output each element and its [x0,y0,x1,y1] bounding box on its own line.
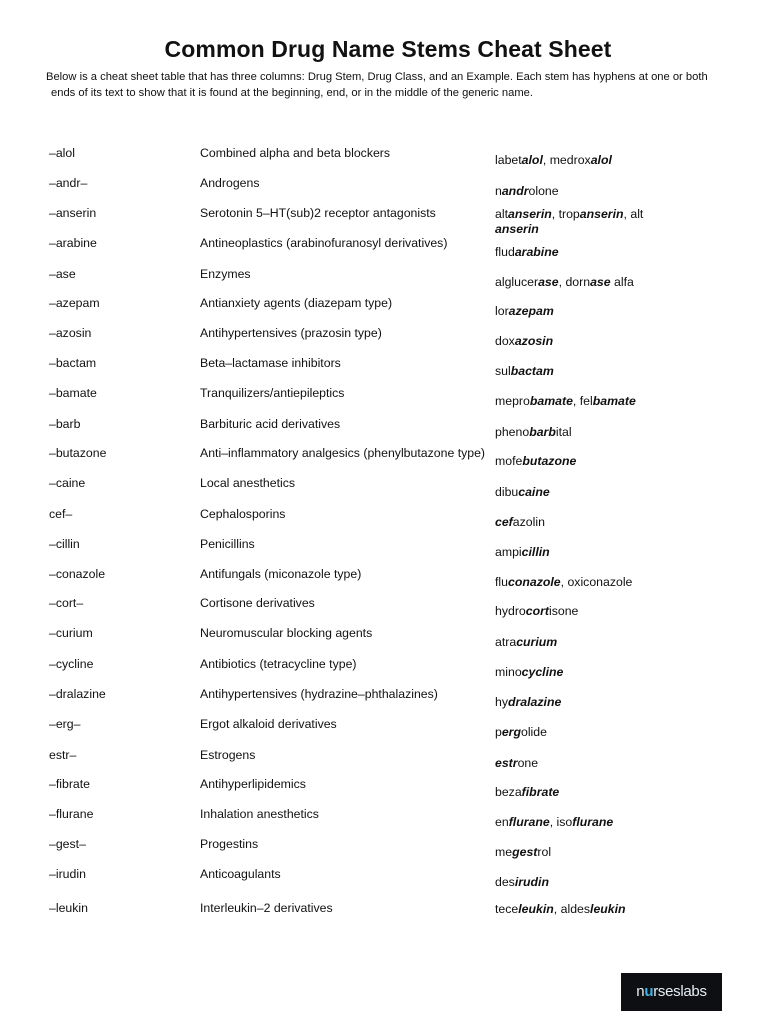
drug-class: Neuromuscular blocking agents [200,626,373,640]
drug-stem: –azosin [49,326,92,340]
drug-class: Beta–lactamase inhibitors [200,356,341,370]
drug-stem: –andr– [49,176,88,190]
stem-highlight: barb [529,425,556,439]
drug-class: Cortisone derivatives [200,596,315,610]
stem-highlight: bamate [592,394,636,408]
drug-class: Anticoagulants [200,867,281,881]
drug-stem: –anserin [49,206,97,220]
table-row [0,476,768,506]
stem-highlight: cef [495,515,513,529]
drug-example: minocycline [495,665,564,679]
table-row [0,687,768,717]
drug-class: Androgens [200,176,260,190]
table-row [0,386,768,416]
stem-highlight: anserin [508,207,552,221]
stem-highlight: flurane [572,815,614,829]
stem-highlight: erg [501,725,521,739]
drug-stem: –alol [49,146,75,160]
drug-example: mofebutazone [495,454,577,468]
drug-stem: –cycline [49,657,94,671]
drug-class: Progestins [200,837,259,851]
table-row [0,176,768,206]
drug-class: Local anesthetics [200,476,296,490]
table-row [0,626,768,656]
drug-example: meprobamate, felbamate [495,394,636,408]
stem-highlight: caine [518,485,550,499]
drug-class: Ergot alkaloid derivatives [200,717,337,731]
table-row [0,657,768,687]
stem-highlight: conazole [508,575,561,589]
stem-highlight: ase [538,275,559,289]
drug-class: Tranquilizers/antiepileptics [200,386,345,400]
stem-highlight: gest [512,845,538,859]
drug-class: Combined alpha and beta blockers [200,146,391,160]
stem-highlight: bamate [529,394,573,408]
drug-class: Penicillins [200,537,255,551]
table-row [0,507,768,537]
stem-highlight: leukin [590,902,626,916]
drug-example: doxazosin [495,334,554,348]
drug-example: hydralazine [495,695,562,709]
drug-class: Serotonin 5–HT(sub)2 receptor antagonists [200,206,436,220]
table-row [0,748,768,778]
stem-highlight: arabine [514,245,559,259]
table-row [0,567,768,597]
table-row [0,206,768,236]
table-row [0,867,768,897]
stem-highlight: anserin [495,222,539,236]
drug-stem: –butazone [49,446,107,460]
stem-highlight: azosin [514,334,554,348]
drug-example: pergolide [495,725,547,739]
stem-highlight: azepam [508,304,554,318]
drug-class: Estrogens [200,748,256,762]
drug-example: altanserin, tropanserin, alt anserin [495,207,644,236]
stem-highlight: estr [495,756,518,770]
drug-class: Antifungals (miconazole type) [200,567,362,581]
page-title: Common Drug Name Stems Cheat Sheet [164,36,612,62]
nurseslabs-logo [621,973,722,1011]
stem-highlight: dralazine [508,695,562,709]
drug-example: atracurium [495,635,558,649]
drug-example: estrone [495,756,539,770]
stem-highlight: fibrate [521,785,560,799]
stem-highlight: butazone [522,454,577,468]
intro-line-2: ends of its text to show that it is found at the beginning, end, or in the middle of the generic name. [51,86,533,99]
drug-example: enflurane, isoflurane [495,815,614,829]
drug-example: lorazepam [495,304,554,318]
drug-example: alglucerase, dornase alfa [495,275,634,289]
stem-highlight: cillin [521,545,550,559]
drug-class: Anti–inflammatory analgesics (phenylbutazone type) [200,446,486,460]
table-row [0,296,768,326]
drug-class: Antihypertensives (hydrazine–phthalazines) [200,687,438,701]
intro-paragraph [46,70,736,101]
drug-class: Interleukin–2 derivatives [200,901,333,915]
table-row [0,236,768,266]
drug-stem: –conazole [49,567,106,581]
drug-stem: cef– [49,507,73,521]
drug-stem: –dralazine [49,687,106,701]
stem-highlight: irudin [514,875,549,889]
logo-wordmark: nurseslabs [636,983,707,1000]
table-row [0,356,768,386]
drug-class: Barbituric acid derivatives [200,417,341,431]
stem-highlight: flurane [508,815,550,829]
drug-example: cefazolin [495,515,545,529]
drug-stem: –bamate [49,386,97,400]
stem-highlight: anserin [579,207,624,221]
table-row [0,537,768,567]
table-row [0,417,768,447]
drug-example: megestrol [495,845,552,859]
drug-class: Antihyperlipidemics [200,777,306,791]
stem-highlight: andr [501,184,529,198]
table-row [0,146,768,176]
intro-line-1: Below is a cheat sheet table that has three columns: Drug Stem, Drug Class, and an Example. Each stem has hyphens at one or both [46,71,708,83]
drug-example: phenobarbital [495,425,572,439]
drug-example: fludarabine [495,245,559,259]
drug-stem: –erg– [49,717,81,731]
drug-example: ampicillin [495,545,550,559]
stem-highlight: alol [521,153,543,167]
table-row [0,446,768,476]
drug-example: sulbactam [495,364,554,378]
drug-example: fluconazole, oxiconazole [495,575,633,589]
drug-stem: –curium [49,626,93,640]
drug-stem: –caine [49,476,86,490]
drug-example: hydrocortisone [495,604,579,618]
drug-example: nandrolone [495,184,559,198]
drug-example: teceleukin, aldesleukin [495,902,626,916]
drug-class: Inhalation anesthetics [200,807,319,821]
table-row [0,777,768,807]
drug-stem: –arabine [49,236,97,250]
stem-highlight: bactam [510,364,554,378]
drug-stem: –bactam [49,356,97,370]
stem-highlight: leukin [518,902,554,916]
drug-stem: –fibrate [49,777,91,791]
table-row [0,596,768,626]
drug-class: Antianxiety agents (diazepam type) [200,296,393,310]
drug-class: Enzymes [200,267,251,281]
table-row [0,326,768,356]
drug-class: Cephalosporins [200,507,286,521]
table-row [0,717,768,747]
table-row [0,901,768,931]
drug-example: dibucaine [495,485,550,499]
drug-class: Antihypertensives (prazosin type) [200,326,382,340]
stem-highlight: alol [590,153,612,167]
stem-highlight: ase [590,275,611,289]
drug-stem: –barb [49,417,81,431]
drug-example: labetalol, medroxalol [495,153,612,167]
drug-stem: estr– [49,748,77,762]
drug-stem: –cort– [49,596,84,610]
drug-class: Antineoplastics (arabinofuranosyl derivatives) [200,236,448,250]
table-row [0,267,768,297]
table-row [0,837,768,867]
drug-stem: –flurane [49,807,94,821]
drug-stem: –cillin [49,537,80,551]
drug-stem: –ase [49,267,76,281]
stem-highlight: cort [525,604,549,618]
drug-class: Antibiotics (tetracycline type) [200,657,357,671]
table-row [0,807,768,837]
drug-stem: –gest– [49,837,86,851]
stem-highlight: cycline [521,665,564,679]
drug-example: desirudin [495,875,549,889]
drug-example: bezafibrate [495,785,560,799]
drug-stem: –leukin [49,901,88,915]
stem-highlight: curium [516,635,558,649]
drug-stem: –irudin [49,867,86,881]
drug-stem: –azepam [49,296,100,310]
